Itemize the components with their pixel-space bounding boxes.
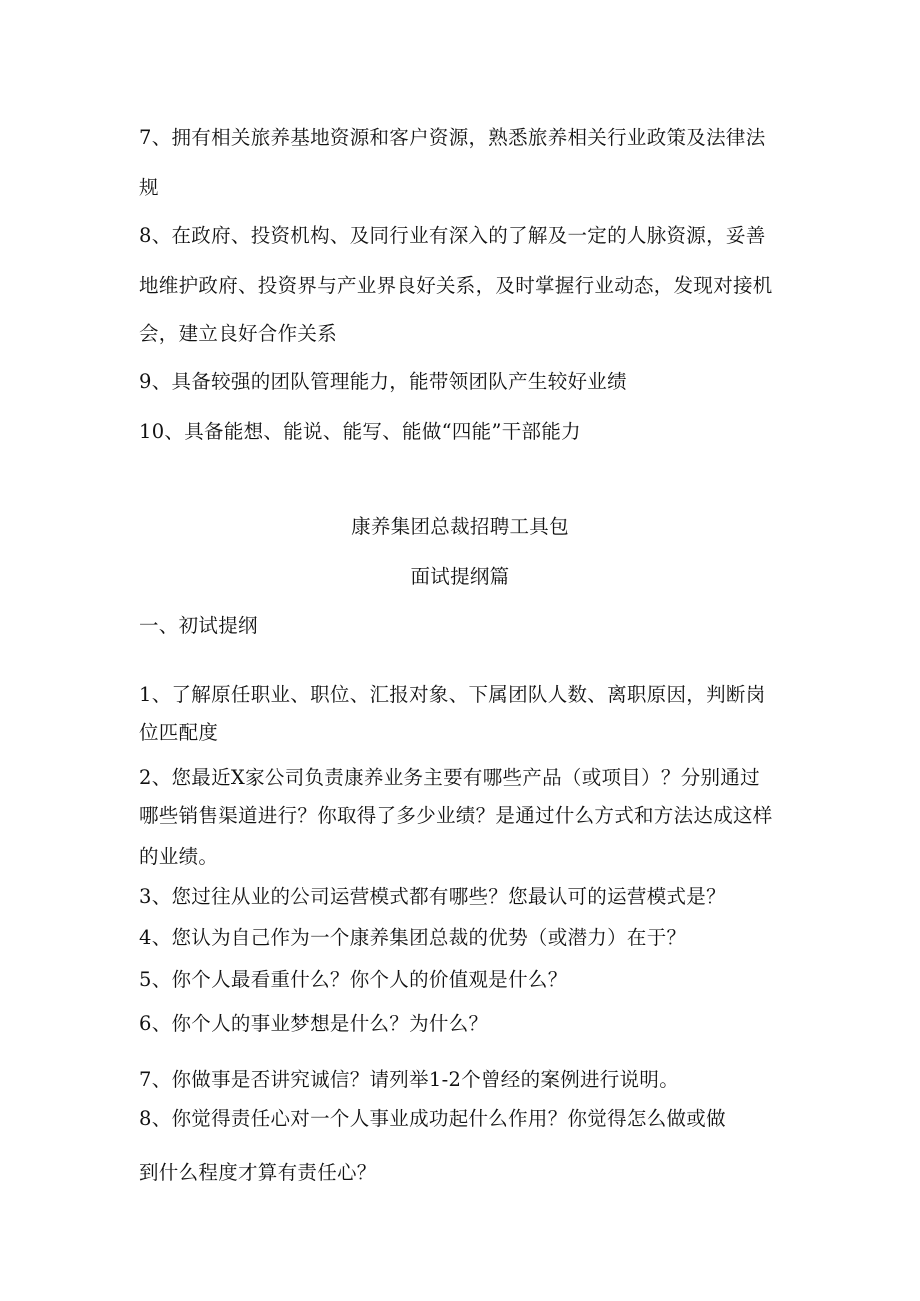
paragraph-line: 7、拥有相关旅养基地资源和客户资源，熟悉旅养相关行业政策及法律法: [139, 126, 766, 149]
document-subtitle: 面试提纲篇: [410, 565, 510, 588]
paragraph-line: 7、你做事是否讲究诚信？请列举1-2个曾经的案例进行说明。: [139, 1068, 680, 1091]
paragraph-line: 8、在政府、投资机构、及同行业有深入的了解及一定的人脉资源，妥善: [139, 224, 766, 247]
paragraph-line: 4、您认为自己作为一个康养集团总裁的优势（或潜力）在于？: [139, 926, 687, 949]
paragraph-line: 9、具备较强的团队管理能力，能带领团队产生较好业绩: [139, 370, 627, 393]
paragraph-line: 地维护政府、投资界与产业界良好关系，及时掌握行业动态，发现对接机: [139, 274, 773, 297]
paragraph-line: 的业绩。: [139, 845, 219, 868]
paragraph-line: 规: [139, 176, 159, 199]
paragraph-line: 到什么程度才算有责任心？: [139, 1161, 377, 1184]
paragraph-line: 哪些销售渠道进行？你取得了多少业绩？是通过什么方式和方法达成这样: [139, 804, 773, 827]
document-title: 康养集团总裁招聘工具包: [351, 515, 569, 538]
paragraph-line: 8、你觉得责任心对一个人事业成功起什么作用？你觉得怎么做或做: [139, 1107, 726, 1130]
paragraph-line: 1、了解原任职业、职位、汇报对象、下属团队人数、离职原因，判断岗: [139, 683, 766, 706]
paragraph-line: 6、你个人的事业梦想是什么？为什么？: [139, 1012, 489, 1035]
paragraph-line: 位匹配度: [139, 721, 219, 744]
paragraph-line: 会，建立良好合作关系: [139, 322, 338, 345]
paragraph-line: 5、你个人最看重什么？你个人的价值观是什么？: [139, 968, 568, 991]
paragraph-line: 10、具备能想、能说、能写、能做“四能”干部能力: [139, 420, 581, 443]
paragraph-line: 2、您最近X家公司负责康养业务主要有哪些产品（或项目）？分别通过: [139, 766, 760, 789]
section-heading: 一、初试提纲: [139, 614, 258, 637]
paragraph-line: 3、您过往从业的公司运营模式都有哪些？您最认可的运营模式是？: [139, 885, 726, 908]
